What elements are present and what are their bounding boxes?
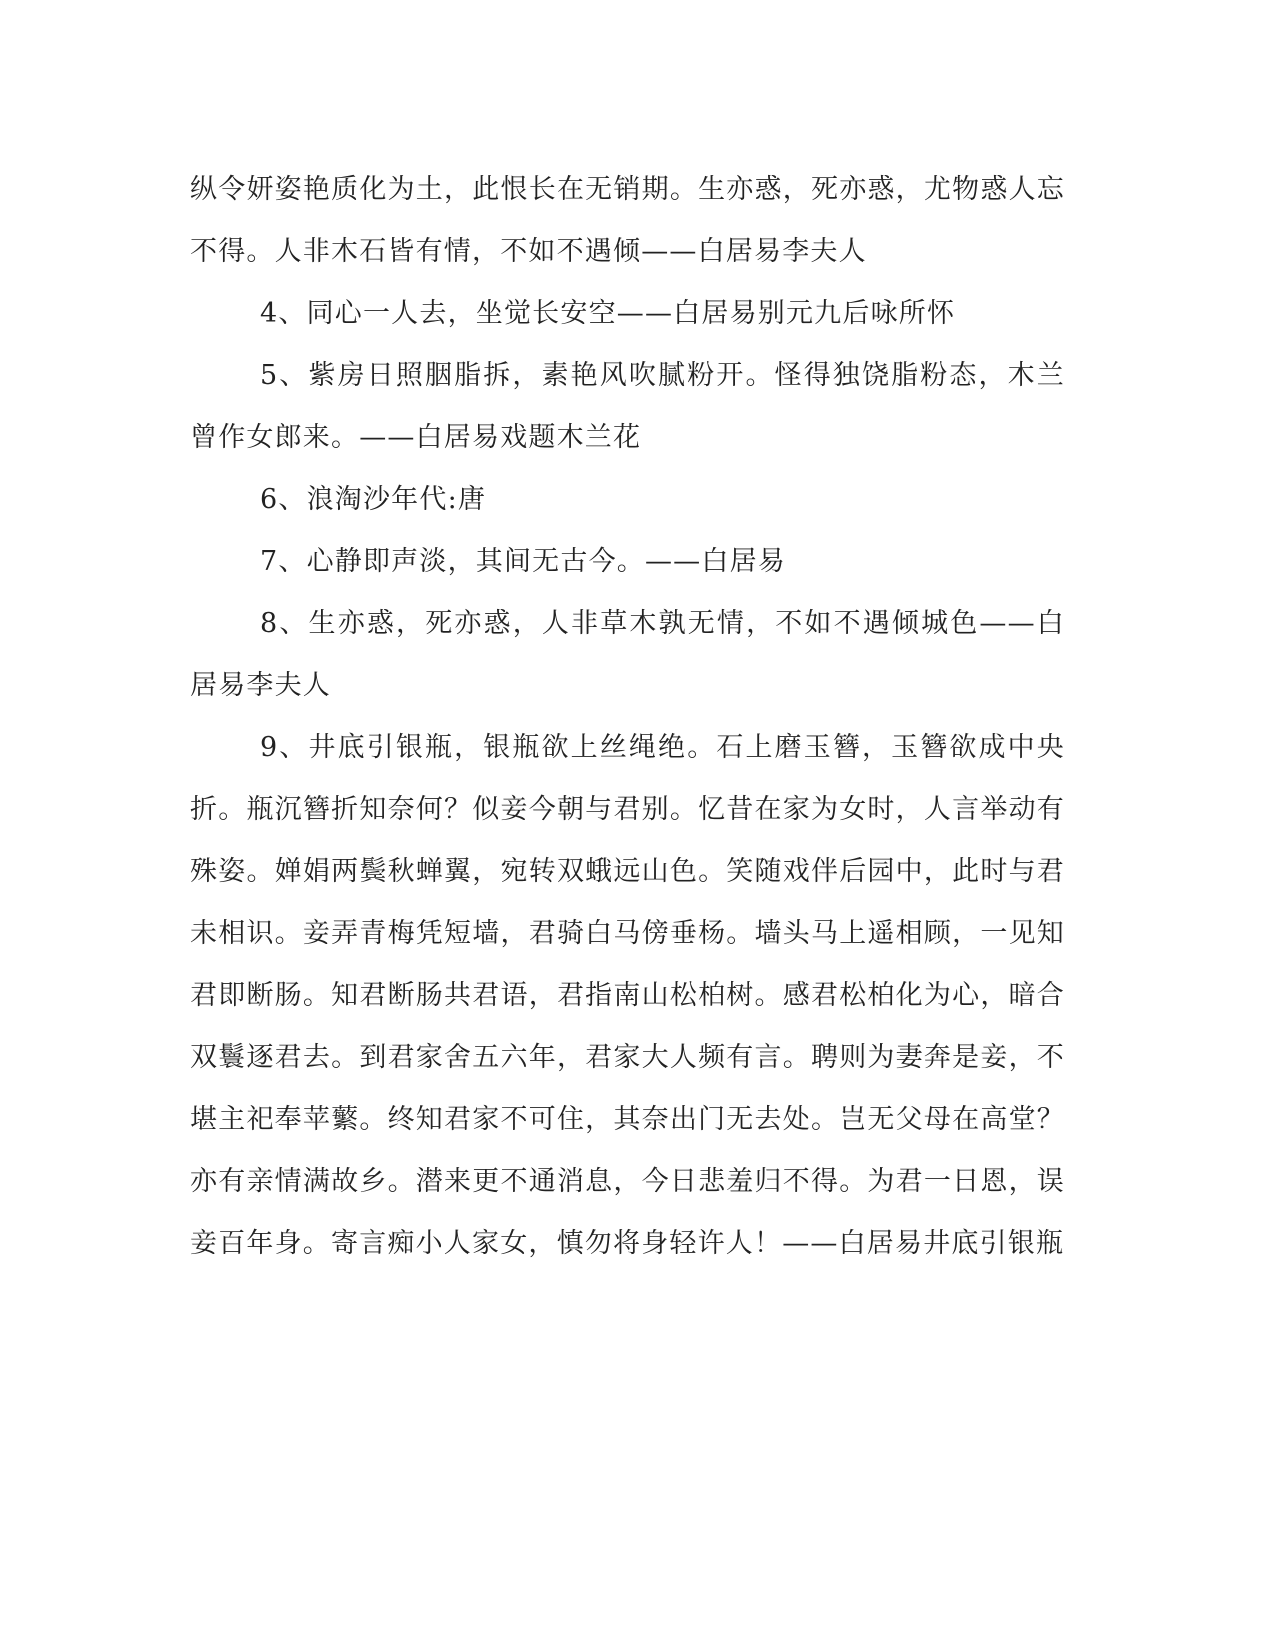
document-body bbox=[190, 159, 1065, 1275]
paragraph-item-4: 4、同心一人去，坐觉长安空——白居易别元九后咏所怀 bbox=[260, 298, 956, 329]
paragraph-item-6: 6、浪淘沙年代:唐 bbox=[260, 484, 487, 515]
paragraph-item-7: 7、心静即声淡，其间无古今。——白居易 bbox=[260, 546, 786, 577]
paragraph-item-5: 5、紫房日照胭脂拆，素艳风吹腻粉开。怪得独饶脂粉态，木兰曾作女郎来。——白居易戏题木兰花 bbox=[190, 360, 1065, 453]
paragraph-item-8: 8、生亦惑，死亦惑，人非草木孰无情，不如不遇倾城色——白居易李夫人 bbox=[190, 608, 1065, 701]
paragraph-continuation: 纵令妍姿艳质化为土，此恨长在无销期。生亦惑，死亦惑，尤物惑人忘不得。人非木石皆有情，不如不遇倾——白居易李夫人 bbox=[190, 174, 1065, 267]
paragraph-item-9: 9、井底引银瓶，银瓶欲上丝绳绝。石上磨玉簪，玉簪欲成中央折。瓶沉簪折知奈何？似妾今朝与君别。忆昔在家为女时，人言举动有殊姿。婵娟两鬓秋蝉翼，宛转双蛾远山色。笑随戏伴后园中，此时与君未相识。妾弄青梅凭短墙，君骑白马傍垂杨。墙头马上遥相顾，一见知君即断肠。知君断肠共君语，君指南山松柏树。感君松柏化为心，暗合双鬟逐君去。到君家舍五六年，君家大人频有言。聘则为妻奔是妾，不堪主祀奉苹蘩。终知君家不可住，其奈出门无去处。岂无父母在高堂？亦有亲情满故乡。潜来更不通消息，今日悲羞归不得。为君一日恩，误妾百年身。寄言痴小人家女，慎勿将身轻许人！——白居易井底引银瓶 bbox=[190, 732, 1065, 1259]
